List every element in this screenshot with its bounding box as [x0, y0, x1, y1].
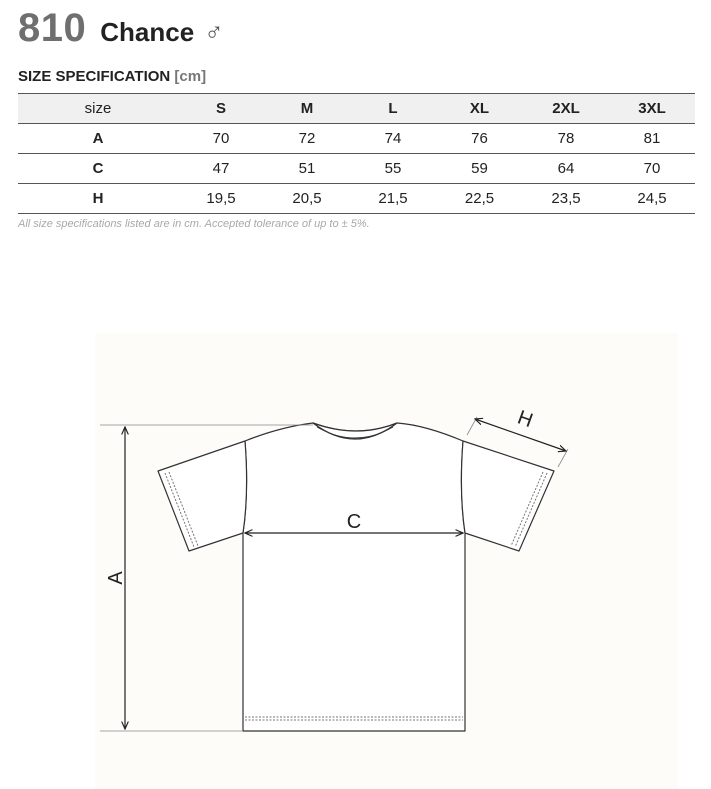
- table-cell: 23,5: [523, 184, 609, 214]
- table-cell: 59: [436, 154, 523, 184]
- spec-title-text: SIZE SPECIFICATION: [18, 68, 171, 85]
- table-row: [18, 124, 695, 154]
- table-cell: 55: [350, 154, 436, 184]
- tolerance-note: All size specifications listed are in cm. Accepted tolerance of up to ± 5%.: [18, 218, 370, 230]
- table-cell: 47: [178, 154, 264, 184]
- table-cell: 70: [178, 124, 264, 154]
- header-size-s: S: [178, 94, 264, 124]
- tshirt-outline: [158, 423, 554, 731]
- product-name: Chance: [100, 17, 195, 47]
- label-h: H: [514, 406, 536, 433]
- table-cell: 22,5: [436, 184, 523, 214]
- header-size-3xl: 3XL: [609, 94, 695, 124]
- table-cell: 64: [523, 154, 609, 184]
- header-size-label: size: [18, 94, 178, 124]
- table-cell: 20,5: [264, 184, 350, 214]
- table-cell: 76: [436, 124, 523, 154]
- table-cell: 78: [523, 124, 609, 154]
- header-size-xl: XL: [436, 94, 523, 124]
- row-label: A: [18, 124, 178, 154]
- table-cell: 81: [609, 124, 695, 154]
- row-label: H: [18, 184, 178, 214]
- header-size-l: L: [350, 94, 436, 124]
- table-cell: 51: [264, 154, 350, 184]
- table-cell: 74: [350, 124, 436, 154]
- table-cell: 72: [264, 124, 350, 154]
- male-icon: ♂: [204, 17, 224, 47]
- table-cell: 19,5: [178, 184, 264, 214]
- label-c: C: [346, 511, 362, 533]
- header-size-m: M: [264, 94, 350, 124]
- table-cell: 21,5: [350, 184, 436, 214]
- product-code: 810: [18, 6, 87, 50]
- table-cell: 70: [609, 154, 695, 184]
- label-a: A: [105, 571, 127, 585]
- size-specification-title: [18, 68, 206, 85]
- tshirt-diagram-svg: [95, 333, 678, 789]
- size-table: [18, 93, 695, 214]
- table-row: [18, 154, 695, 184]
- spec-unit: [cm]: [174, 68, 207, 85]
- tshirt-measurement-diagram: [95, 333, 678, 789]
- header-size-2xl: 2XL: [523, 94, 609, 124]
- row-label: C: [18, 154, 178, 184]
- table-row: [18, 184, 695, 214]
- table-cell: 24,5: [609, 184, 695, 214]
- table-header-row: [18, 94, 695, 124]
- product-header: [18, 6, 224, 50]
